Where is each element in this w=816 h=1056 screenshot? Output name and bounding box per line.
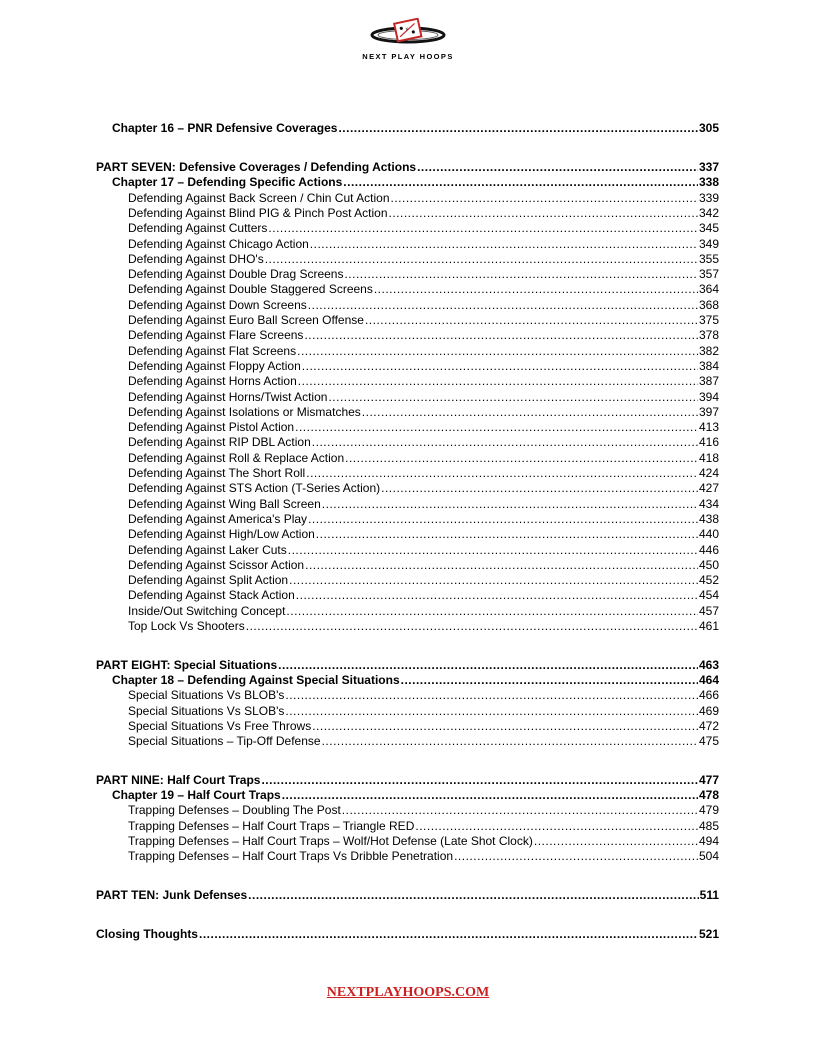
toc-entry[interactable] [96, 512, 719, 527]
toc-entry-title: Defending Against Horns/Twist Action [128, 389, 328, 404]
toc-closing-thoughts[interactable] [96, 927, 719, 942]
toc-entry-title: Defending Against DHO's [128, 251, 264, 266]
toc-entry-title: Defending Against Split Action [128, 573, 289, 588]
toc-page-number: 485 [698, 818, 719, 833]
toc-page-number: 355 [698, 251, 719, 266]
toc-chapter-19[interactable] [96, 788, 719, 803]
toc-entry-title: Defending Against Floppy Action [128, 358, 301, 373]
toc-entry-title: Trapping Defenses – Half Court Traps – Wolf/Hot Defense (Late Shot Clock) [128, 834, 533, 849]
toc-entry[interactable] [96, 604, 719, 619]
toc-entry-title: Trapping Defenses – Half Court Traps Vs Dribble Penetration [128, 849, 454, 864]
toc-entry-title: Defending Against Chicago Action [128, 236, 309, 251]
toc-part-nine[interactable] [96, 773, 719, 788]
toc-entry[interactable] [96, 344, 719, 359]
table-of-contents [96, 121, 719, 942]
toc-entry[interactable] [96, 704, 719, 719]
toc-entry-title: PART TEN: Junk Defenses [96, 888, 248, 903]
toc-page-number: 457 [698, 603, 719, 618]
toc-entry[interactable] [96, 420, 719, 435]
toc-page-number: 461 [698, 619, 719, 633]
toc-entry[interactable] [96, 252, 719, 267]
toc-entry-title: Defending Against STS Action (T-Series Action) [128, 481, 381, 496]
toc-entry-title: Special Situations – Tip-Off Defense [128, 734, 321, 749]
toc-chapter-16[interactable] [96, 121, 719, 136]
toc-page-number: 521 [698, 926, 719, 941]
toc-entry-title: Chapter 17 – Defending Specific Actions [112, 175, 343, 190]
toc-page-number: 397 [698, 404, 719, 419]
toc-page-number: 338 [698, 175, 719, 190]
toc-entry[interactable] [96, 558, 719, 573]
toc-entry[interactable] [96, 435, 719, 450]
toc-page-number: 440 [698, 527, 719, 542]
toc-entry[interactable] [96, 390, 719, 405]
toc-page-number: 339 [698, 190, 719, 205]
toc-entry-title: Defending Against Double Staggered Screens [128, 282, 373, 297]
toc-page-number: 452 [698, 573, 719, 588]
toc-entry[interactable] [96, 237, 719, 252]
toc-entry[interactable] [96, 734, 719, 749]
toc-entry[interactable] [96, 451, 719, 466]
toc-entry[interactable] [96, 803, 719, 818]
toc-page-number: 368 [698, 297, 719, 312]
toc-page-number: 427 [698, 481, 719, 496]
toc-page-number: 511 [699, 888, 719, 903]
toc-entry-title: Trapping Defenses – Doubling The Post [128, 803, 341, 818]
toc-entry[interactable] [96, 298, 719, 313]
toc-entry-title: Defending Against Pistol Action [128, 420, 295, 435]
toc-entry-title: Defending Against Roll & Replace Action [128, 450, 345, 465]
toc-entry-title: Defending Against Scissor Action [128, 557, 305, 572]
svg-text:x: x [405, 26, 409, 33]
toc-entry-title: Defending Against Isolations or Mismatches [128, 404, 361, 419]
toc-entry[interactable] [96, 527, 719, 542]
toc-entry[interactable] [96, 543, 719, 558]
toc-entry-title: Defending Against Euro Ball Screen Offense [128, 313, 364, 328]
toc-entry[interactable] [96, 688, 719, 703]
toc-entry[interactable] [96, 619, 719, 634]
toc-entry-title: Defending Against The Short Roll [128, 466, 306, 481]
toc-page-number: 477 [698, 772, 719, 787]
toc-page-number: 345 [698, 221, 719, 236]
toc-entry[interactable] [96, 313, 719, 328]
toc-chapter-19-list [96, 803, 719, 864]
toc-entry-title: Defending Against Back Screen / Chin Cut Action [128, 190, 390, 205]
toc-entry-title: Defending Against Flare Screens [128, 328, 304, 343]
toc-entry[interactable] [96, 497, 719, 512]
logo-text: NEXT PLAY HOOPS [362, 52, 454, 61]
toc-entry-title: Top Lock Vs Shooters [128, 619, 245, 633]
toc-page-number: 394 [698, 389, 719, 404]
toc-part-seven[interactable] [96, 160, 719, 175]
toc-entry-title: Defending Against Laker Cuts [128, 542, 287, 557]
toc-entry-title: Inside/Out Switching Concept [128, 603, 286, 618]
toc-page-number: 504 [698, 849, 719, 864]
toc-page-number: 475 [698, 734, 719, 749]
toc-part-ten[interactable] [96, 888, 719, 903]
toc-page-number: 375 [698, 313, 719, 328]
toc-entry[interactable] [96, 466, 719, 481]
toc-entry[interactable] [96, 849, 719, 864]
toc-entry-title: Defending Against Flat Screens [128, 343, 297, 358]
header-logo [0, 18, 816, 61]
toc-entry[interactable] [96, 221, 719, 236]
toc-page-number: 413 [698, 420, 719, 435]
toc-chapter-17[interactable] [96, 175, 719, 190]
toc-page-number: 337 [698, 160, 719, 175]
toc-page-number: 382 [698, 343, 719, 358]
toc-entry[interactable] [96, 282, 719, 297]
toc-entry-title: Defending Against Blind PIG & Pinch Post Action [128, 205, 388, 220]
footer-website-link[interactable]: NEXTPLAYHOOPS.COM [326, 985, 490, 1000]
toc-entry-title: Chapter 18 – Defending Against Special Situations [112, 672, 400, 687]
toc-page-number: 466 [698, 688, 719, 703]
toc-entry-title: Chapter 19 – Half Court Traps [112, 788, 281, 803]
toc-page-number: 387 [698, 374, 719, 389]
toc-entry-title: Special Situations Vs SLOB's [128, 703, 285, 718]
toc-entry-title: PART NINE: Half Court Traps [96, 772, 261, 787]
toc-page-number: 378 [698, 328, 719, 343]
toc-chapter-18[interactable] [96, 673, 719, 688]
toc-page-number: 305 [698, 121, 719, 135]
toc-entry[interactable] [96, 834, 719, 849]
toc-page-number: 434 [698, 496, 719, 511]
toc-entry[interactable] [96, 819, 719, 834]
toc-page-number: 342 [698, 205, 719, 220]
toc-entry[interactable] [96, 481, 719, 496]
toc-entry[interactable] [96, 374, 719, 389]
toc-entry[interactable] [96, 359, 719, 374]
toc-chapter-17-list [96, 191, 719, 635]
toc-entry[interactable] [96, 267, 719, 282]
toc-page-number: 469 [698, 703, 719, 718]
toc-page-number: 463 [698, 657, 719, 672]
toc-page-number: 454 [698, 588, 719, 603]
basketball-court-logo-icon [368, 18, 448, 48]
toc-entry[interactable] [96, 206, 719, 221]
toc-page-number: 446 [698, 542, 719, 557]
toc-entry-title: Trapping Defenses – Half Court Traps – Triangle RED [128, 818, 415, 833]
toc-entry[interactable] [96, 588, 719, 603]
toc-entry-title: Closing Thoughts [96, 926, 198, 941]
toc-entry-title: Special Situations Vs BLOB's [128, 688, 285, 703]
toc-page-number: 384 [698, 358, 719, 373]
toc-entry-title: PART EIGHT: Special Situations [96, 657, 278, 672]
toc-entry[interactable] [96, 573, 719, 588]
toc-page-number: 357 [698, 267, 719, 282]
toc-entry-title: Defending Against Wing Ball Screen [128, 496, 321, 511]
toc-page-number: 464 [698, 672, 719, 687]
toc-entry-title: Defending Against Horns Action [128, 374, 297, 389]
toc-page-number: 494 [698, 834, 719, 849]
toc-page-number: 418 [698, 450, 719, 465]
toc-page-number: 424 [698, 466, 719, 481]
toc-entry-title: Defending Against America's Play [128, 511, 308, 526]
toc-page-number: 478 [698, 788, 719, 803]
toc-entry-title: Defending Against Cutters [128, 221, 268, 236]
toc-entry-title: Defending Against RIP DBL Action [128, 435, 311, 450]
toc-entry-title: Chapter 16 – PNR Defensive Coverages [112, 121, 338, 135]
toc-part-eight[interactable] [96, 658, 719, 673]
toc-entry-title: Defending Against Down Screens [128, 297, 307, 312]
toc-entry[interactable] [96, 719, 719, 734]
toc-chapter-18-list [96, 688, 719, 749]
toc-entry-title: Defending Against Double Drag Screens [128, 267, 344, 282]
toc-entry-title: PART SEVEN: Defensive Coverages / Defending Actions [96, 160, 417, 175]
toc-page-number: 416 [698, 435, 719, 450]
toc-entry-title: Defending Against Stack Action [128, 588, 295, 603]
toc-page-number: 450 [698, 557, 719, 572]
toc-entry[interactable] [96, 328, 719, 343]
toc-page-number: 349 [698, 236, 719, 251]
toc-page-number: 438 [698, 511, 719, 526]
toc-entry-title: Defending Against High/Low Action [128, 527, 315, 542]
toc-page-number: 479 [698, 803, 719, 818]
toc-entry[interactable] [96, 191, 719, 206]
toc-page-number: 364 [698, 282, 719, 297]
toc-entry-title: Special Situations Vs Free Throws [128, 718, 312, 733]
toc-page-number: 472 [698, 718, 719, 733]
toc-entry[interactable] [96, 405, 719, 420]
